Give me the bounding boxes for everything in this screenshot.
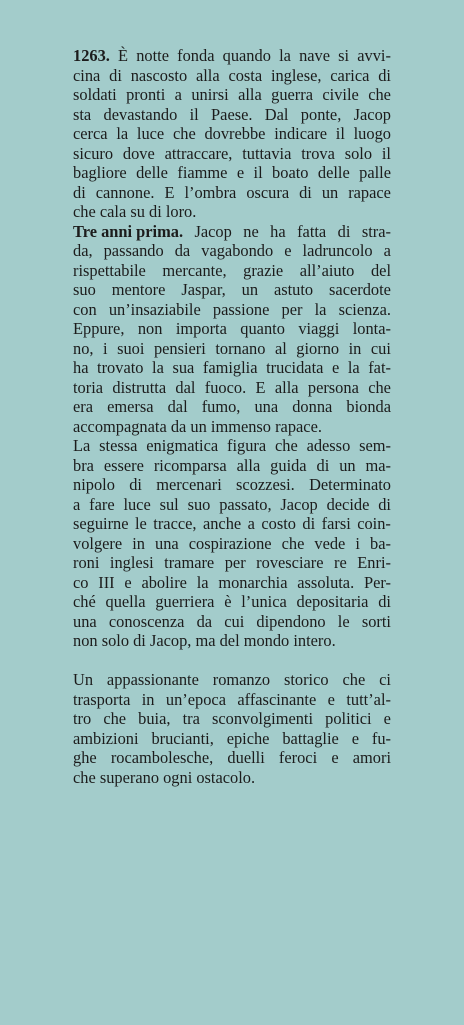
text-line: bagliore delle fiamme e il boato delle palle (73, 163, 391, 182)
text-line: da, passando da vagabondo e ladruncolo a (73, 241, 391, 260)
text-line: bra essere ricomparsa alla guida di un ma- (73, 455, 391, 475)
text-line: ché quella guerriera è l’unica depositaria di (73, 592, 391, 611)
text-line: tro che buia, tra sconvolgimenti politici e (73, 709, 391, 728)
paragraph-lead: 1263. (73, 46, 110, 65)
text-line: una conoscenza da cui dipendono le sorti (73, 611, 391, 631)
paragraph-gap (73, 651, 391, 671)
text-line: Eppure, non importa quanto viaggi lonta- (73, 319, 391, 338)
text-line: sicuro dove attraccare, tuttavia trova solo il (73, 143, 391, 163)
text-line: di cannone. E l’ombra oscura di un rapace (73, 182, 391, 202)
text-line: 1263. È notte fonda quando la nave si avvi- (73, 46, 391, 65)
text-line: roni inglesi tramare per rovesciare re Enri- (73, 553, 391, 572)
text-line: trasporta in un’epoca affascinante e tutt’al- (73, 689, 391, 709)
text-line: no, i suoi pensieri tornano al giorno in cui (73, 338, 391, 358)
text-line: cerca la luce che dovrebbe indicare il luogo (73, 124, 391, 143)
text-line: soldati pronti a unirsi alla guerra civile che (73, 85, 391, 104)
paragraph-lead: Tre anni prima. (73, 221, 184, 241)
text-line: nipolo di mercenari scozzesi. Determinato (73, 475, 391, 494)
text-line: non solo di Jacop, ma del mondo intero. (73, 631, 336, 650)
text-line: suo mentore Jaspar, un astuto sacerdote (73, 280, 391, 299)
text-line: accompagnata da un immenso rapace. (73, 416, 322, 436)
text-line: ambizioni brucianti, epiche battaglie e fu- (73, 728, 391, 748)
blurb-text (73, 46, 391, 787)
text-line: Un appassionante romanzo storico che ci (73, 670, 391, 689)
text-line: che cala su di loro. (73, 202, 197, 221)
text-line: con un’insaziabile passione per la scienza. (73, 299, 391, 319)
text-line: ghe rocambolesche, duelli feroci e amori (73, 748, 391, 767)
text-line: toria distrutta dal fuoco. E alla persona che (73, 377, 391, 397)
text-line: che superano ogni ostacolo. (73, 767, 256, 787)
text-line: volgere in una cospirazione che vede i ba- (73, 533, 391, 553)
text-line: seguirne le tracce, anche a costo di farsi coin- (73, 514, 391, 533)
text-line: a fare luce sul suo passato, Jacop decide di (73, 494, 391, 514)
text-line: cina di nascosto alla costa inglese, carica di (73, 65, 391, 85)
text-line: ha trovato la sua famiglia trucidata e la fat- (73, 358, 391, 377)
text-line: co III e abolire la monarchia assoluta. Per- (73, 572, 391, 592)
text-line: Tre anni prima. Jacop ne ha fatta di stra- (73, 221, 391, 241)
text-line: era emersa dal fumo, una donna bionda (73, 397, 391, 416)
text-line: sta devastando il Paese. Dal ponte, Jacop (73, 104, 391, 124)
text-line: La stessa enigmatica figura che adesso sem- (73, 436, 391, 455)
text-line: rispettabile mercante, grazie all’aiuto del (73, 260, 391, 280)
